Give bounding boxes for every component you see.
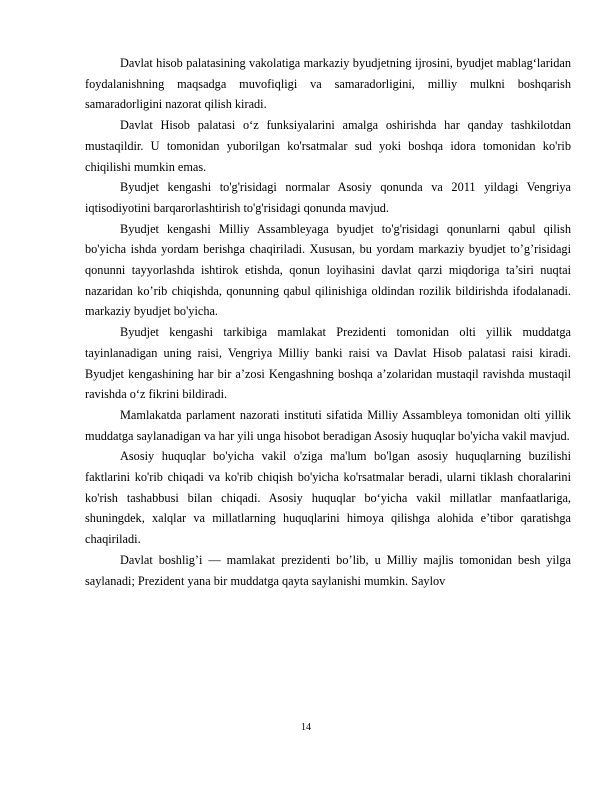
page-number: 14 [301, 722, 311, 733]
body-text [85, 53, 571, 591]
paragraph-7: Asosiy huquqlar bo'yicha vakil o'ziga ma'lum bo'lgan asosiy huquqlarning buzilishi faktlarini ko'rib chiqadi va ko'rib chiqish bo'yicha ko'rsatmalar beradi, ularni tiklash choralarini ko'rish tashabbusi bilan chiqadi. Asosiy huquqlar bo‘yicha vakil millatlar manfaatlariga, shuningdek, xalqlar va millatlarning huquqlarini himoya qilishga alohida e’tibor qaratishga chaqiriladi. [85, 449, 571, 547]
paragraph-5: Byudjet kengashi tarkibiga mamlakat Prezidenti tomonidan olti yillik muddatga tayinlanadigan uning raisi, Vengriya Milliy banki raisi va Davlat Hisob palatasi raisi kiradi. Byudjet kengashining har bir a’zosi Kengashning boshqa a’zolaridan mustaqil ravishda mustaqil ravishda o‘z fikrini bildiradi. [85, 325, 571, 402]
paragraph-6: Mamlakatda parlament nazorati instituti sifatida Milliy Assambleya tomonidan olti yillik muddatga saylanadigan va har yili unga hisobot beradigan Asosiy huquqlar bo'yicha vakil mavjud. [85, 407, 571, 443]
paragraph-2: Davlat Hisob palatasi o‘z funksiyalarini amalga oshirishda har qanday tashkilotdan mustaqildir. U tomonidan yuborilgan ko'rsatmalar sud yoki boshqa idora tomonidan ko'rib chiqilishi mumkin emas. [85, 118, 571, 174]
paragraph-3: Byudjet kengashi to'g'risidagi normalar Asosiy qonunda va 2011 yildagi Vengriya iqtisodiyotini barqarorlashtirish to'g'risidagi qonunda mavjud. [85, 180, 571, 215]
paragraph-1: Davlat hisob palatasining vakolatiga markaziy byudjetning ijrosini, byudjet mablag‘laridan foydalanishning maqsadga muvofiqligi va samaradorligini, milliy mulkni boshqarish samaradorligini nazorat qilish kiradi. [85, 56, 571, 112]
paragraph-8: Davlat boshlig’i — mamlakat prezidenti bo’lib, u Milliy majlis tomonidan besh yilga saylanadi; Prezident yana bir muddatga qayta saylanishi mumkin. Saylov [85, 552, 571, 588]
paragraph-4: Byudjet kengashi Milliy Assambleyaga byudjet to'g'risidagi qonunlarni qabul qilish bo'yicha ishda yordam berishga chaqiriladi. Xususan, bu yordam markaziy byudjet to’g’risidagi qonunni tayyorlashda ishtirok etishda, qonun loyihasini davlat qarzi miqdoriga ta’siri nuqtai nazaridan ko’rib chiqishda, qonunning qabul qilinishiga oldindan rozilik bildirishda ifodalanadi. markaziy byudjet bo'yicha. [85, 221, 571, 319]
